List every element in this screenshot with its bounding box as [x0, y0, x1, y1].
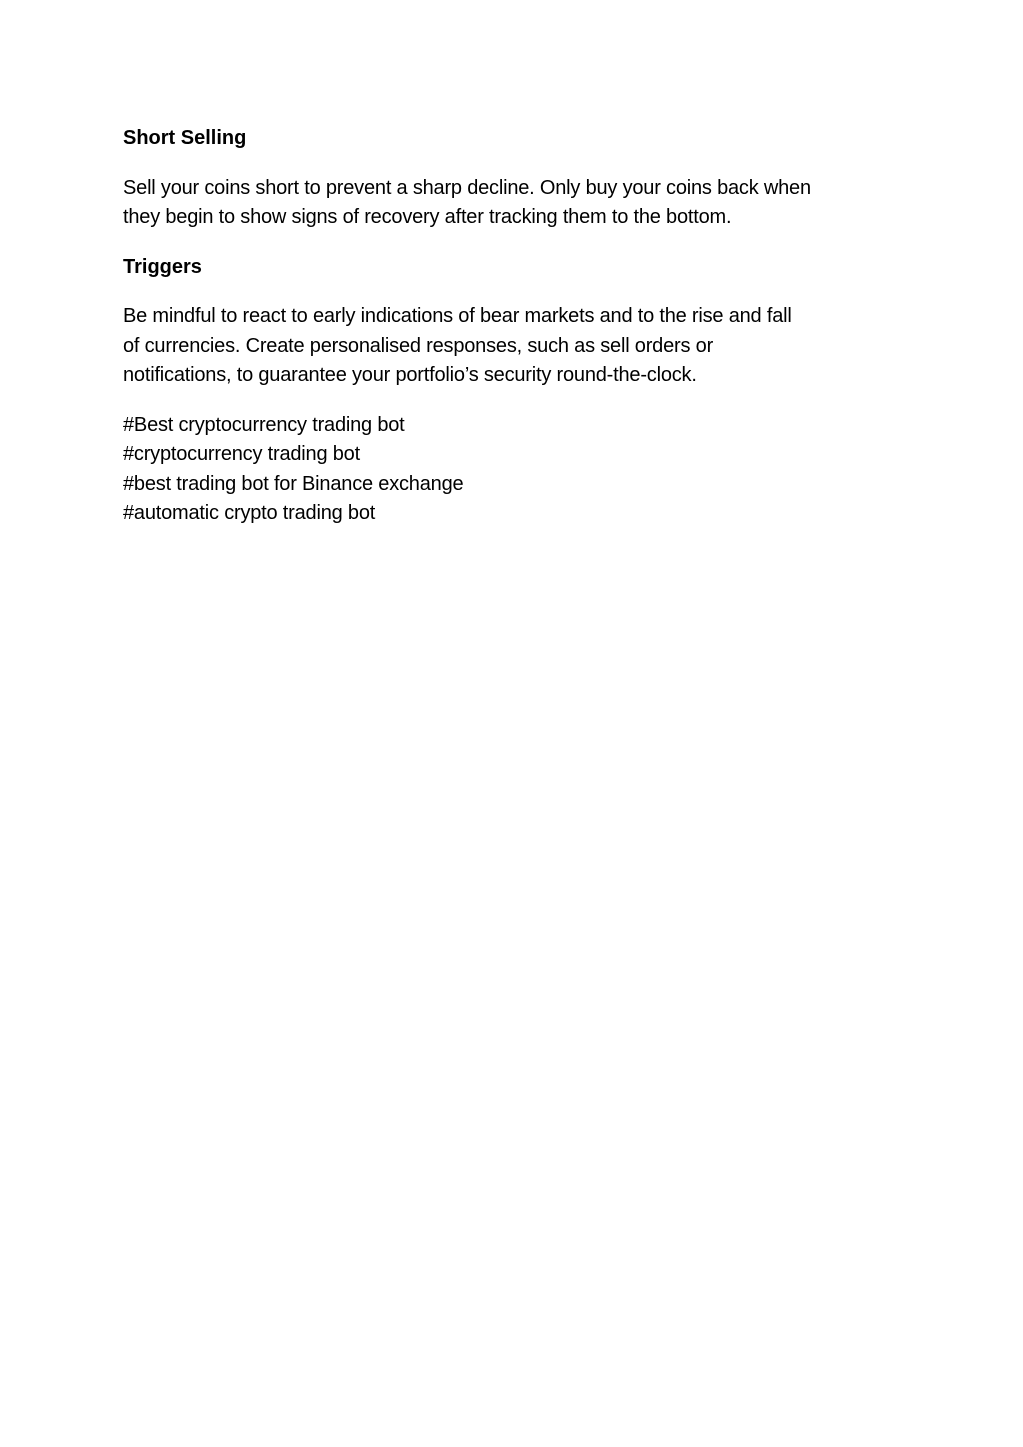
paragraph-line: notifications, to guarantee your portfolio’s security round-the-clock.: [123, 364, 697, 386]
hashtag-item: #Best cryptocurrency trading bot: [123, 413, 405, 436]
paragraph-triggers: [123, 302, 923, 391]
hashtag-list: [123, 411, 923, 529]
document-content: [123, 124, 923, 549]
paragraph-line: Be mindful to react to early indications of bear markets and to the rise and fall: [123, 305, 792, 327]
paragraph-line: they begin to show signs of recovery after tracking them to the bottom.: [123, 206, 732, 228]
hashtag-item: #best trading bot for Binance exchange: [123, 472, 464, 495]
paragraph-short-selling: [123, 174, 923, 233]
paragraph-line: Sell your coins short to prevent a sharp decline. Only buy your coins back when: [123, 176, 811, 199]
hashtag-item: #cryptocurrency trading bot: [123, 443, 360, 465]
section-heading-short-selling: Short Selling: [123, 127, 247, 149]
paragraph-line: of currencies. Create personalised responses, such as sell orders or: [123, 334, 714, 357]
section-heading-triggers: Triggers: [123, 255, 202, 278]
hashtag-item: #automatic crypto trading bot: [123, 502, 376, 524]
